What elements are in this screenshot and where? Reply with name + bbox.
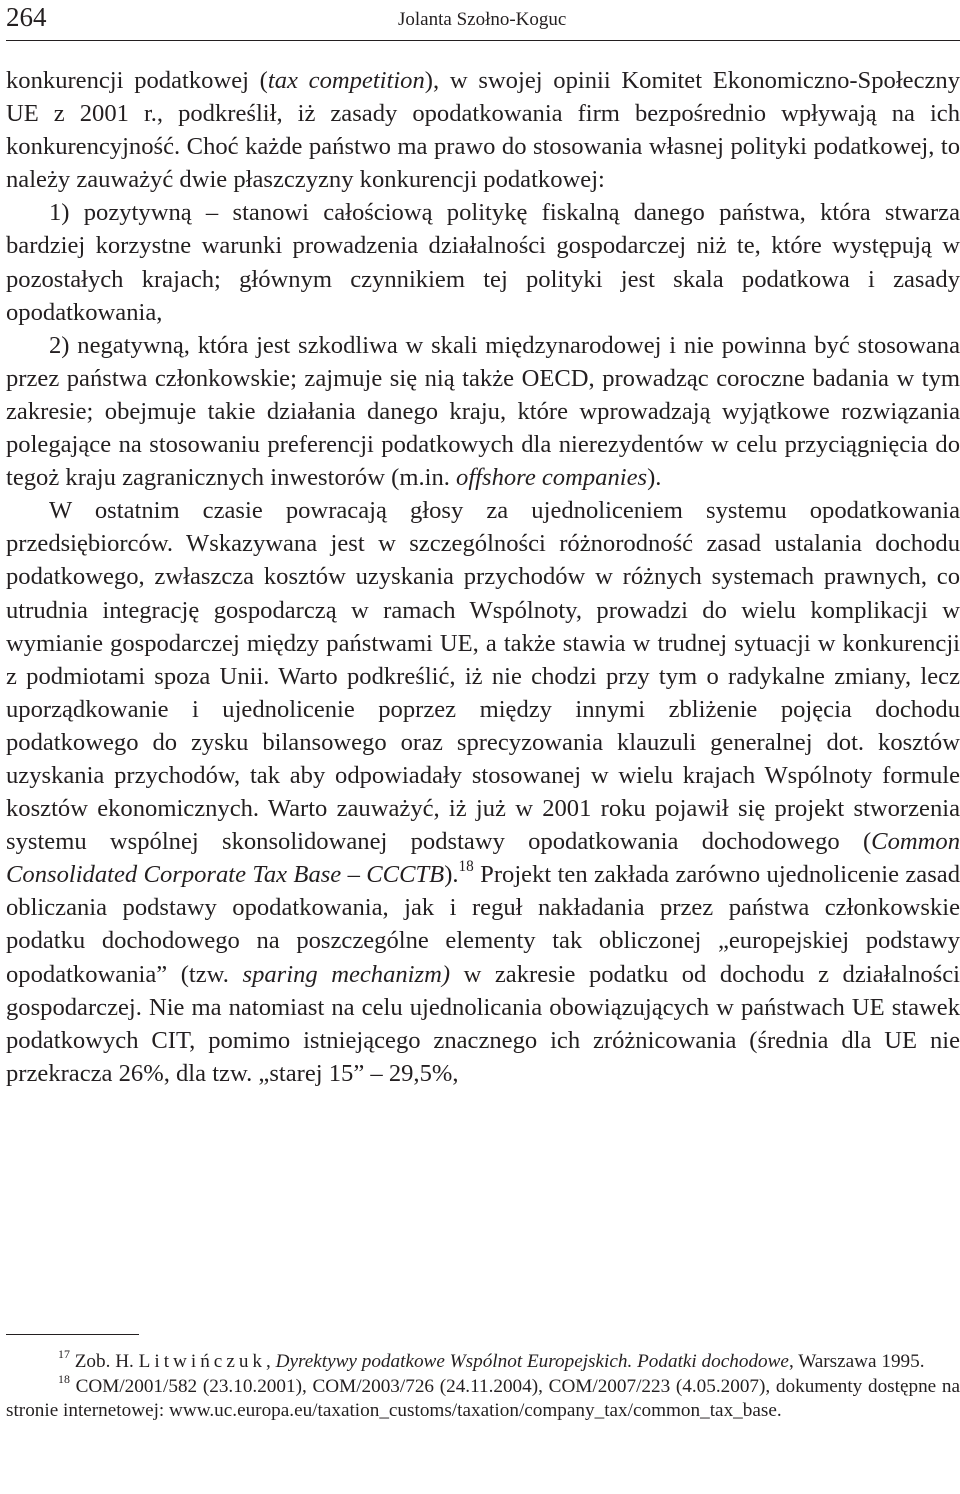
text-run: ), w swojej opinii Komitet Ekonomiczno-Społeczny UE z 2001 r., podkreślił, iż zasady opodatkowania firm bezpośrednio wpływają na ich konkurencyjność. Choć każde państwo ma prawo do stosowania własnej polityki podatkowej, to należy zauważyć dwie płaszczyzny konkurencji podatkowej: xyxy=(6,67,960,194)
text-run: Zob. H. xyxy=(69,1351,139,1372)
paragraph xyxy=(6,329,960,494)
page-header xyxy=(0,0,960,44)
footnote xyxy=(6,1371,960,1424)
text-run: konkurencji podatkowej ( xyxy=(6,67,268,94)
paragraph xyxy=(6,196,960,328)
text-run: ). xyxy=(444,861,459,889)
italic-text: sparing mechanizm) xyxy=(242,960,451,988)
spaced-author-name: Litwińczuk xyxy=(138,1351,267,1372)
italic-text: offshore companies xyxy=(456,464,648,492)
paragraph xyxy=(6,494,960,1090)
page-number: 264 xyxy=(6,2,47,32)
footnote-rule xyxy=(6,1334,139,1335)
body-text xyxy=(6,64,960,1090)
text-run: , Warszawa 1995. xyxy=(788,1351,925,1372)
footnote-reference: 18 xyxy=(58,1371,70,1386)
text-run: w zakresie podatku od dochodu z działalności gospodarczej. Nie ma natomiast na celu ujednolicania obowiązujących w państwach UE stawek podatkowych CIT, pomimo istniejącego znacznego ich zróżnicowania (średnia dla UE nie przekracza 26%, dla tzw. „starej 15” – 29,5%, xyxy=(6,960,960,1087)
text-run: W ostatnim czasie powracają głosy za ujednoliceniem systemu opodatkowania przedsiębiorców. Wskazywana jest w szczególności różnorodność zasad ustalania dochodu podatkowego, zwłaszcza kosztów uzyskania przychodów w różnych systemach prawnych, co utrudnia integrację gospodarczą w ramach Wspólnoty, prowadzi do wielu komplikacji w wymianie gospodarczej między państwami UE, a także stawia w trudnej sytuacji w konkurencji z podmiotami spoza Unii. Warto podkreślić, iż nie chodzi przy tym o radykalne zmiany, lecz uporządkowanie i ujednolicenie poprzez między innymi zbliżenie pojęcia dochodu podatkowego do zysku bilansowego oraz sprecyzowania klauzuli generalnej dot. kosztów uzyskania przychodów, tak aby odpowiadały stosowanej w wielu krajach Wspólnoty formule kosztów ekonomicznych. Warto zauważyć, iż już w 2001 roku pojawił się projekt stworzenia systemu wspólnej skonsolidowanej podstawy opodatkowania dochodowego ( xyxy=(6,497,960,856)
text-run: , xyxy=(266,1351,276,1372)
text-run: Projekt ten zakłada zarówno ujednolicenie zasad obliczania podstawy opodatkowania, jak i reguł nakładania przez państwa członkowskie podatku dochodowego na poszczególne elementy tak obliczonej „europejskiej podstawy opodatkowania” (tzw. xyxy=(6,861,960,988)
running-head-author: Jolanta Szołno-Koguc xyxy=(398,9,567,30)
footnotes xyxy=(6,1346,960,1424)
text-run: 1) pozytywną – stanowi całościową politykę fiskalną danego państwa, która stwarza bardziej korzystne warunki prowadzenia działalności gospodarczej niż te, które występują w pozostałych krajach; głównym czynnikiem tej polityki jest skala podatkowa i zasady opodatkowania, xyxy=(6,199,960,326)
footnote-reference: 18 xyxy=(458,857,474,875)
header-rule xyxy=(6,40,960,41)
paragraph xyxy=(6,64,960,196)
italic-text: tax competition xyxy=(267,67,425,94)
footnote xyxy=(6,1346,960,1375)
text-run: COM/2001/582 (23.10.2001), COM/2003/726 (24.11.2004), COM/2007/223 (4.05.2007), dokumenty dostępne na stronie internetowej: www.uc.europa.eu/taxation_customs/taxation/company_tax/common_tax_base. xyxy=(6,1375,960,1422)
italic-text: Dyrektywy podatkowe Wspólnot Europejskich. Podatki dochodowe xyxy=(275,1351,789,1372)
italic-text: Common Consolidated Corporate Tax Base – CCCTB xyxy=(6,828,960,889)
text-run: 2) negatywną, która jest szkodliwa w skali międzynarodowej i nie powinna być stosowana przez państwa członkowskie; zajmuje się nią także OECD, prowadząc coroczne badania w tym zakresie; obejmuje takie działania danego kraju, które wprowadzają wyjątkowe rozwiązania polegające na stosowaniu preferencji podatkowych dla nierezydentów w celu przyciągnięcia do tegoż kraju zagranicznych inwestorów (m.in. xyxy=(6,331,960,492)
text-run: ). xyxy=(647,464,662,492)
footnote-reference: 17 xyxy=(58,1346,70,1361)
